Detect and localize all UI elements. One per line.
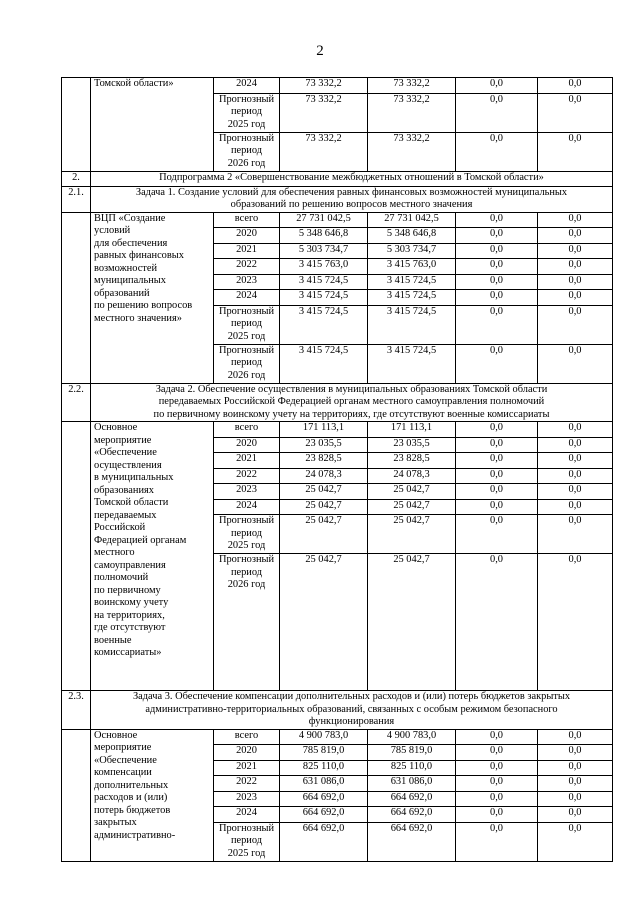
task-title-line: административно-территориальных образований, связанных с особым режимом безопасного xyxy=(145,703,558,715)
period-cell: 2022 xyxy=(214,776,280,792)
section-number-cell: 2.3. xyxy=(62,691,91,730)
total-value-cell: 664 692,0 xyxy=(280,807,368,823)
other-sources-cell: 0,0 xyxy=(538,499,613,515)
period-cell: 2021 xyxy=(214,243,280,259)
activity-label-line: закрытых xyxy=(94,817,137,828)
total-value-cell: 73 332,2 xyxy=(280,78,368,94)
other-sources-cell: 0,0 xyxy=(538,78,613,94)
task-title-cell xyxy=(91,691,613,730)
activity-label-line: по решению вопросов xyxy=(94,300,193,311)
total-value-cell: 3 415 724,5 xyxy=(280,305,368,344)
other-sources-cell: 0,0 xyxy=(538,228,613,244)
total-value-cell: 631 086,0 xyxy=(280,776,368,792)
other-sources-cell: 0,0 xyxy=(538,760,613,776)
other-sources-cell: 0,0 xyxy=(538,822,613,861)
regional-budget-cell: 664 692,0 xyxy=(368,822,456,861)
federal-budget-cell: 0,0 xyxy=(456,274,538,290)
total-value-cell: 171 113,1 xyxy=(280,422,368,438)
activity-label-line: местного xyxy=(94,547,135,558)
period-cell: 2021 xyxy=(214,760,280,776)
period-cell xyxy=(214,822,280,861)
total-value-cell: 24 078,3 xyxy=(280,468,368,484)
period-cell: 2023 xyxy=(214,484,280,500)
federal-budget-cell: 0,0 xyxy=(456,484,538,500)
regional-budget-cell: 3 415 724,5 xyxy=(368,274,456,290)
federal-budget-cell: 0,0 xyxy=(456,822,538,861)
other-sources-cell: 0,0 xyxy=(538,791,613,807)
regional-budget-cell: 24 078,3 xyxy=(368,468,456,484)
task-heading-row xyxy=(62,383,613,422)
activity-label-cell: Томской области» xyxy=(91,78,214,172)
total-value-cell: 3 415 724,5 xyxy=(280,290,368,306)
activity-label-line: административно- xyxy=(94,829,176,841)
activity-label-line: компенсации xyxy=(94,767,152,778)
total-value-cell: 25 042,7 xyxy=(280,515,368,554)
federal-budget-cell: 0,0 xyxy=(456,305,538,344)
number-cell xyxy=(62,729,91,861)
regional-budget-cell: 25 042,7 xyxy=(368,499,456,515)
other-sources-cell: 0,0 xyxy=(538,290,613,306)
period-cell: 2024 xyxy=(214,78,280,94)
federal-budget-cell: 0,0 xyxy=(456,132,538,171)
total-value-cell: 664 692,0 xyxy=(280,791,368,807)
total-value-cell: 23 035,5 xyxy=(280,437,368,453)
activity-label-line: для обеспечения xyxy=(94,237,168,249)
federal-budget-cell: 0,0 xyxy=(456,290,538,306)
federal-budget-cell: 0,0 xyxy=(456,499,538,515)
activity-label-line: муниципальных xyxy=(94,275,166,286)
activity-label-line: Основное xyxy=(94,729,138,741)
regional-budget-cell: 171 113,1 xyxy=(368,422,456,438)
activity-label-line: местного значения» xyxy=(94,312,182,324)
period-cell: 2020 xyxy=(214,745,280,761)
activity-label-line: Российской xyxy=(94,522,146,533)
total-value-cell: 785 819,0 xyxy=(280,745,368,761)
federal-budget-cell: 0,0 xyxy=(456,259,538,275)
federal-budget-cell: 0,0 xyxy=(456,760,538,776)
period-text: 2026 год xyxy=(227,369,266,381)
regional-budget-cell: 73 332,2 xyxy=(368,93,456,132)
total-value-cell: 3 415 763,0 xyxy=(280,259,368,275)
activity-label-line: ВЦП «Создание xyxy=(94,212,166,224)
activity-label-line: по первичному xyxy=(94,584,161,596)
activity-label-line: полномочий xyxy=(94,572,149,583)
federal-budget-cell: 0,0 xyxy=(456,729,538,745)
number-cell xyxy=(62,422,91,691)
activity-label-line: воинскому учету xyxy=(94,597,169,608)
other-sources-cell: 0,0 xyxy=(538,243,613,259)
other-sources-cell: 0,0 xyxy=(538,776,613,792)
other-sources-cell: 0,0 xyxy=(538,344,613,383)
task-heading-row xyxy=(62,691,613,730)
activity-label-line: равных финансовых xyxy=(94,250,184,261)
federal-budget-cell: 0,0 xyxy=(456,807,538,823)
total-value-cell: 23 828,5 xyxy=(280,453,368,469)
period-cell: 2023 xyxy=(214,791,280,807)
period-cell xyxy=(214,132,280,171)
activity-label-line: условий xyxy=(94,225,131,236)
period-cell: 2024 xyxy=(214,290,280,306)
regional-budget-cell: 3 415 724,5 xyxy=(368,305,456,344)
regional-budget-cell: 785 819,0 xyxy=(368,745,456,761)
regional-budget-cell: 23 828,5 xyxy=(368,453,456,469)
number-cell xyxy=(62,212,91,383)
period-text: 2025 год xyxy=(227,330,266,342)
other-sources-cell: 0,0 xyxy=(538,274,613,290)
total-value-cell: 5 348 646,8 xyxy=(280,228,368,244)
federal-budget-cell: 0,0 xyxy=(456,791,538,807)
activity-label-cell xyxy=(91,729,214,861)
activity-label-line: передаваемых xyxy=(94,509,157,521)
federal-budget-cell: 0,0 xyxy=(456,422,538,438)
regional-budget-cell: 631 086,0 xyxy=(368,776,456,792)
subprogram-row xyxy=(62,171,613,186)
period-cell: 2024 xyxy=(214,499,280,515)
task-title-line: передаваемых Российской Федерацией органам местного самоуправления полномочий xyxy=(158,396,545,407)
activity-label-line: Основное xyxy=(94,422,138,433)
period-cell: 2022 xyxy=(214,259,280,275)
activity-label-line: возможностей xyxy=(94,262,158,274)
period-cell xyxy=(214,515,280,554)
activity-label-line: комиссариаты» xyxy=(94,647,162,658)
period-cell: 2020 xyxy=(214,228,280,244)
regional-budget-cell: 27 731 042,5 xyxy=(368,212,456,228)
period-text: 2025 год xyxy=(227,847,266,859)
period-cell: всего xyxy=(214,422,280,438)
other-sources-cell: 0,0 xyxy=(538,437,613,453)
regional-budget-cell: 23 035,5 xyxy=(368,437,456,453)
other-sources-cell: 0,0 xyxy=(538,132,613,171)
period-text: 2026 год xyxy=(227,579,266,590)
activity-label-line: где отсутствуют xyxy=(94,622,166,633)
other-sources-cell: 0,0 xyxy=(538,468,613,484)
task-title-line: функционирования xyxy=(308,716,395,727)
activity-label-line: Томской области xyxy=(94,497,169,508)
regional-budget-cell: 5 348 646,8 xyxy=(368,228,456,244)
period-cell: 2020 xyxy=(214,437,280,453)
task-heading-row xyxy=(62,186,613,212)
federal-budget-cell: 0,0 xyxy=(456,468,538,484)
section-number-cell: 2.2. xyxy=(62,383,91,422)
period-text: 2025 год xyxy=(227,118,266,130)
activity-label-line: дополнительных xyxy=(94,779,169,791)
period-text: Прогнозный xyxy=(218,305,275,317)
total-value-cell: 27 731 042,5 xyxy=(280,212,368,228)
task-title-cell xyxy=(91,383,613,422)
total-value-cell: 73 332,2 xyxy=(280,132,368,171)
other-sources-cell: 0,0 xyxy=(538,453,613,469)
federal-budget-cell: 0,0 xyxy=(456,453,538,469)
federal-budget-cell: 0,0 xyxy=(456,212,538,228)
federal-budget-cell: 0,0 xyxy=(456,776,538,792)
table-row xyxy=(62,729,613,745)
regional-budget-cell: 5 303 734,7 xyxy=(368,243,456,259)
federal-budget-cell: 0,0 xyxy=(456,93,538,132)
federal-budget-cell: 0,0 xyxy=(456,745,538,761)
regional-budget-cell: 73 332,2 xyxy=(368,78,456,94)
other-sources-cell: 0,0 xyxy=(538,745,613,761)
activity-label-line: в муниципальных xyxy=(94,472,174,483)
period-text: Прогнозный xyxy=(218,344,275,356)
activity-label-line: образованиях xyxy=(94,484,155,496)
federal-budget-cell: 0,0 xyxy=(456,228,538,244)
period-cell xyxy=(214,344,280,383)
total-value-cell: 3 415 724,5 xyxy=(280,274,368,290)
section-number-cell: 2.1. xyxy=(62,186,91,212)
activity-label-cell xyxy=(91,422,214,691)
period-text: 2025 год xyxy=(227,540,266,551)
total-value-cell: 4 900 783,0 xyxy=(280,729,368,745)
section-number-cell: 2. xyxy=(62,171,91,186)
regional-budget-cell: 3 415 763,0 xyxy=(368,259,456,275)
period-cell xyxy=(214,93,280,132)
period-text: Прогнозный xyxy=(218,132,275,144)
activity-label-line: осуществления xyxy=(94,459,162,471)
period-cell xyxy=(214,305,280,344)
federal-budget-cell: 0,0 xyxy=(456,554,538,691)
regional-budget-cell: 664 692,0 xyxy=(368,791,456,807)
regional-budget-cell: 73 332,2 xyxy=(368,132,456,171)
period-text: Прогнозный xyxy=(218,93,275,105)
other-sources-cell: 0,0 xyxy=(538,515,613,554)
page-number: 2 xyxy=(316,43,324,59)
period-text: период xyxy=(230,106,263,117)
period-text: Прогнозный xyxy=(218,515,275,526)
federal-budget-cell: 0,0 xyxy=(456,437,538,453)
activity-label-line: военные xyxy=(94,634,132,646)
task-title-line: образований по решению вопросов местного значения xyxy=(230,199,473,210)
period-cell: 2023 xyxy=(214,274,280,290)
regional-budget-cell: 3 415 724,5 xyxy=(368,344,456,383)
number-cell xyxy=(62,78,91,172)
table-row xyxy=(62,212,613,228)
table-row xyxy=(62,422,613,438)
activity-label-line: мероприятие xyxy=(94,742,152,753)
other-sources-cell: 0,0 xyxy=(538,484,613,500)
other-sources-cell: 0,0 xyxy=(538,729,613,745)
period-text: Прогнозный xyxy=(218,822,275,834)
federal-budget-cell: 0,0 xyxy=(456,78,538,94)
other-sources-cell: 0,0 xyxy=(538,212,613,228)
period-text: период xyxy=(230,357,263,368)
total-value-cell: 5 303 734,7 xyxy=(280,243,368,259)
total-value-cell: 664 692,0 xyxy=(280,822,368,861)
total-value-cell: 3 415 724,5 xyxy=(280,344,368,383)
activity-label-line: Федерацией органам xyxy=(94,534,187,546)
period-text: Прогнозный xyxy=(218,554,275,565)
regional-budget-cell: 25 042,7 xyxy=(368,484,456,500)
activity-label-line: мероприятие xyxy=(94,434,152,446)
regional-budget-cell: 825 110,0 xyxy=(368,760,456,776)
subprogram-title-cell: Подпрограмма 2 «Совершенствование межбюджетных отношений в Томской области» xyxy=(91,171,613,186)
period-cell: 2024 xyxy=(214,807,280,823)
regional-budget-cell: 4 900 783,0 xyxy=(368,729,456,745)
total-value-cell: 73 332,2 xyxy=(280,93,368,132)
other-sources-cell: 0,0 xyxy=(538,259,613,275)
other-sources-cell: 0,0 xyxy=(538,807,613,823)
task-title-line: Задача 1. Создание условий для обеспечения равных финансовых возможностей муниципальных xyxy=(135,186,568,198)
task-title-line: Задача 3. Обеспечение компенсации дополнительных расходов и (или) потерь бюджетов закрытых xyxy=(132,691,571,702)
activity-label-line: «Обеспечение xyxy=(94,447,157,458)
activity-label-line: самоуправления xyxy=(94,559,166,571)
total-value-cell: 25 042,7 xyxy=(280,484,368,500)
period-text: 2026 год xyxy=(227,157,266,169)
regional-budget-cell: 664 692,0 xyxy=(368,807,456,823)
period-text: период xyxy=(230,145,263,156)
period-cell: 2022 xyxy=(214,468,280,484)
period-cell: 2021 xyxy=(214,453,280,469)
period-text: период xyxy=(230,527,263,539)
period-text: период xyxy=(230,835,263,846)
federal-budget-cell: 0,0 xyxy=(456,344,538,383)
budget-table xyxy=(61,77,613,862)
other-sources-cell: 0,0 xyxy=(538,422,613,438)
period-cell: всего xyxy=(214,212,280,228)
regional-budget-cell: 3 415 724,5 xyxy=(368,290,456,306)
task-title-line: Задача 2. Обеспечение осуществления в муниципальных образованиях Томской области xyxy=(155,383,548,395)
other-sources-cell: 0,0 xyxy=(538,93,613,132)
activity-label-line: на территориях, xyxy=(94,609,165,621)
federal-budget-cell: 0,0 xyxy=(456,515,538,554)
activity-label-cell xyxy=(91,212,214,383)
period-text: период xyxy=(230,318,263,329)
total-value-cell: 25 042,7 xyxy=(280,554,368,691)
total-value-cell: 25 042,7 xyxy=(280,499,368,515)
regional-budget-cell: 25 042,7 xyxy=(368,554,456,691)
activity-label-line: образований xyxy=(94,287,150,299)
regional-budget-cell: 25 042,7 xyxy=(368,515,456,554)
other-sources-cell: 0,0 xyxy=(538,554,613,691)
activity-label-line: расходов и (или) xyxy=(94,792,168,803)
period-cell: всего xyxy=(214,729,280,745)
activity-label-line: «Обеспечение xyxy=(94,754,157,766)
task-title-line: по первичному воинскому учету на территориях, где отсутствуют военные комиссариаты xyxy=(153,408,550,420)
other-sources-cell: 0,0 xyxy=(538,305,613,344)
table-row xyxy=(62,78,613,94)
task-title-cell xyxy=(91,186,613,212)
activity-label-line: потерь бюджетов xyxy=(94,804,171,816)
period-text: период xyxy=(230,566,263,578)
federal-budget-cell: 0,0 xyxy=(456,243,538,259)
period-cell xyxy=(214,554,280,691)
total-value-cell: 825 110,0 xyxy=(280,760,368,776)
